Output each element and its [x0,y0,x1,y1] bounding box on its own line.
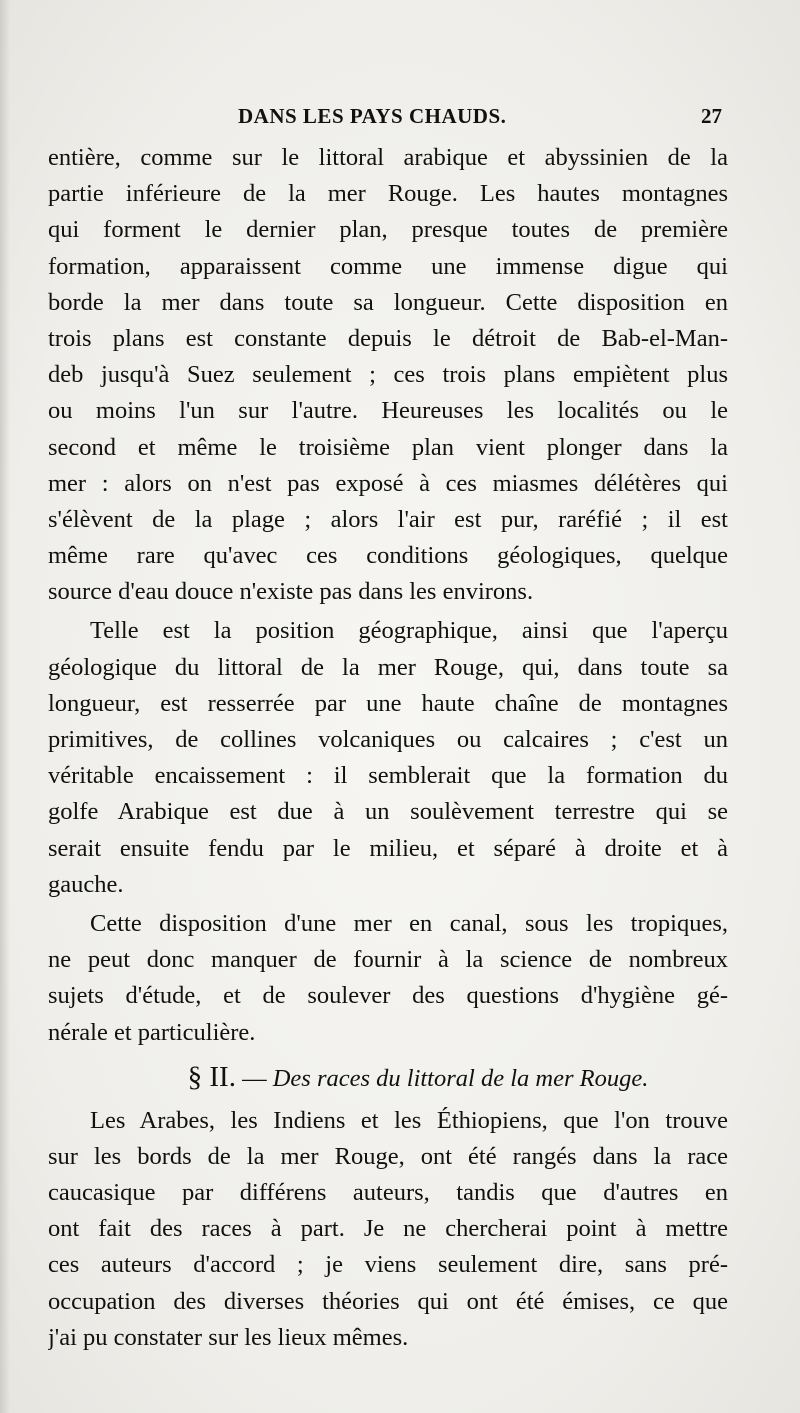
text-line: qui forment le dernier plan, presque toutes de première [48,216,728,244]
section-dash: — [235,1064,273,1092]
text-line: deb jusqu'à Suez seulement ; ces trois plans empiètent plus [48,361,728,389]
text-line: entière, comme sur le littoral arabique et abyssinien de la [48,144,728,171]
page-number: 27 [701,104,722,128]
paragraph-4 [48,1103,728,1356]
text-line: nérale et particulière. [48,1018,256,1046]
text-line: ont fait des races à part. Je ne chercherai point à mettre [48,1215,728,1243]
text-line: ces auteurs d'accord ; je viens seulement dire, sans pré- [48,1251,728,1279]
text-line: occupation des diverses théories qui ont été émises, ce que [48,1287,728,1315]
text-line: Cette disposition d'une mer en canal, sous les tropiques, [90,909,728,937]
text-line: trois plans est constante depuis le détroit de Bab-el-Man- [48,324,728,352]
text-line: Les Arabes, les Indiens et les Éthiopiens, que l'on trouve [90,1106,728,1134]
text-line: serait ensuite fendu par le milieu, et séparé à droite et à [48,834,728,862]
text-line: véritable encaissement : il semblerait que la formation du [48,762,728,790]
body-text [48,140,728,1356]
text-line: Telle est la position géographique, ainsi que l'aperçu [90,617,728,645]
section-title: Des races du littoral de la mer Rouge. [272,1064,649,1092]
text-line: j'ai pu constater sur les lieux mêmes. [48,1323,409,1351]
text-line: même rare qu'avec ces conditions géologiques, quelque [48,542,728,570]
section-heading [48,1055,728,1099]
running-head [48,104,724,134]
text-line: mer : alors on n'est pas exposé à ces miasmes délétères qui [48,469,728,497]
running-title: DANS LES PAYS CHAUDS. [238,104,507,128]
paragraph-2 [48,613,728,903]
text-line: primitives, de collines volcaniques ou calcaires ; c'est un [48,726,728,753]
text-line: formation, apparaissent comme une immense digue qui [48,252,728,280]
text-line: sur les bords de la mer Rouge, ont été rangés dans la race [48,1142,728,1170]
section-number: § II. [187,1060,236,1093]
text-line: ne peut donc manquer de fournir à la science de nombreux [48,946,728,974]
text-line: caucasique par différens auteurs, tandis que d'autres en [48,1179,728,1207]
text-line: borde la mer dans toute sa longueur. Cette disposition en [48,288,728,316]
text-line: ou moins l'un sur l'autre. Heureuses les localités ou le [48,397,728,425]
text-line: sujets d'étude, et de soulever des questions d'hygiène gé- [48,982,728,1010]
text-line: géologique du littoral de la mer Rouge, qui, dans toute sa [48,653,728,681]
text-line: golfe Arabique est due à un soulèvement terrestre qui se [48,798,728,826]
text-line: partie inférieure de la mer Rouge. Les hautes montagnes [48,180,728,208]
paragraph-3 [48,906,728,1051]
text-line: gauche. [48,870,124,898]
paragraph-1 [48,140,728,610]
text-line: longueur, est resserrée par une haute chaîne de montagnes [48,689,728,717]
section-heading-wrap [48,1055,728,1099]
text-line: source d'eau douce n'existe pas dans les environs. [48,578,534,606]
text-line: second et même le troisième plan vient plonger dans la [48,433,728,461]
page-gutter-shadow [0,0,10,1413]
text-line: s'élèvent de la plage ; alors l'air est pur, raréfié ; il est [48,505,728,533]
